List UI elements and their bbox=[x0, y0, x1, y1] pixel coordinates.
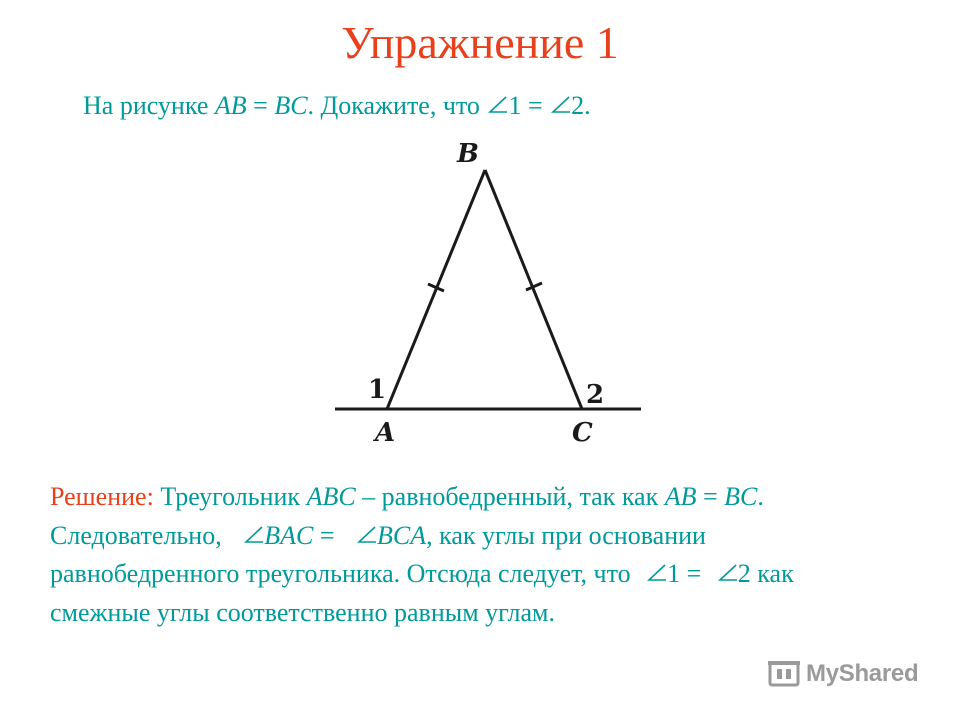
angle-1: 1 bbox=[667, 559, 681, 588]
vertex-label-c: C bbox=[572, 418, 593, 448]
angle-bca: BCA bbox=[376, 520, 427, 550]
angle-bac: BAC bbox=[264, 520, 314, 550]
logo-text: MyShared bbox=[806, 660, 919, 687]
task-middle: . Докажите, что bbox=[307, 91, 480, 120]
task-angle-2: 2 bbox=[571, 91, 585, 120]
equals-sign: = bbox=[527, 91, 543, 120]
angle-icon bbox=[647, 564, 667, 582]
triangle-abc: ABC bbox=[306, 482, 356, 511]
task-end: . bbox=[584, 91, 591, 120]
task-angle-1: 1 bbox=[508, 91, 522, 120]
segment-bc: BC bbox=[724, 482, 758, 511]
solution-text-fragment: – равнобедренный, так как bbox=[362, 482, 659, 511]
equals-sign: = bbox=[253, 91, 275, 120]
angle-icon bbox=[718, 564, 738, 582]
angle-2: 2 bbox=[737, 559, 751, 588]
side-ab bbox=[387, 170, 485, 409]
slide-title: Упражнение 1 bbox=[341, 17, 619, 68]
solution-line-1: Решение: Треугольник ABC – равнобедренный, так как AB = BC. bbox=[50, 482, 764, 511]
solution-line-2: Следовательно, BAC = BCA, как углы при основании bbox=[50, 520, 706, 550]
vertex-label-b: B bbox=[457, 139, 479, 169]
solution-text-fragment: Следовательно, bbox=[50, 520, 222, 550]
angle-label-1: 1 bbox=[368, 375, 387, 405]
task-prefix: На рисунке bbox=[83, 91, 209, 120]
solution-text-fragment: Треугольник bbox=[160, 482, 301, 511]
solution-text bbox=[50, 478, 950, 632]
myshared-logo-icon bbox=[768, 659, 800, 689]
angle-icon bbox=[244, 526, 264, 544]
task-segment-bc: BC bbox=[274, 91, 308, 120]
angle-icon bbox=[357, 526, 377, 544]
solution-text-fragment: равнобедренного треугольника. Отсюда следует, что bbox=[50, 559, 631, 588]
myshared-logo[interactable] bbox=[768, 656, 918, 692]
angle-label-2: 2 bbox=[586, 380, 605, 410]
solution-line-4: смежные углы соответственно равным углам. bbox=[50, 597, 555, 627]
task-segment-ab: AB bbox=[214, 91, 247, 120]
vertex-label-a: A bbox=[375, 418, 396, 448]
segment-ab: AB bbox=[664, 482, 697, 511]
solution-text-fragment: как bbox=[757, 559, 794, 588]
solution-label: Решение: bbox=[50, 482, 154, 511]
solution-text-fragment: , как углы при основании bbox=[426, 520, 706, 550]
solution-line-3: равнобедренного треугольника. Отсюда следует, что 1 = 2 как bbox=[50, 559, 794, 588]
side-bc bbox=[485, 170, 582, 409]
